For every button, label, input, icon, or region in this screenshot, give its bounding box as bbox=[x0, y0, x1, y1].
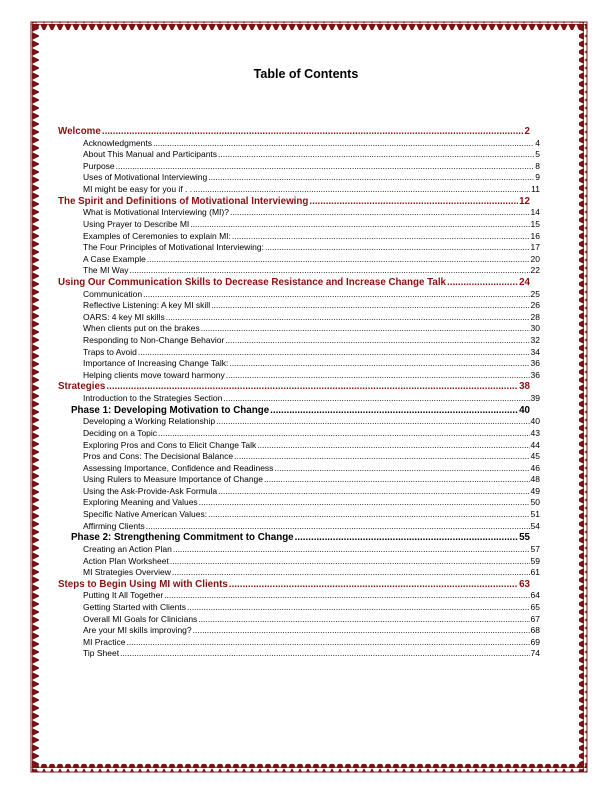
toc-leader-dots bbox=[116, 161, 535, 173]
toc-entry-title: OARS: 4 key MI skills bbox=[83, 311, 165, 322]
toc-entry-page-number: 55 bbox=[519, 532, 530, 544]
toc-leader-dots bbox=[295, 532, 518, 544]
toc-entry[interactable] bbox=[58, 521, 540, 533]
toc-entry-page-number: 45 bbox=[530, 451, 540, 462]
toc-entry-title: Helping clients move toward harmony bbox=[83, 369, 225, 380]
toc-leader-dots bbox=[232, 231, 530, 243]
toc-entry[interactable] bbox=[58, 440, 540, 452]
toc-entry-title: Importance of Increasing Change Talk: bbox=[83, 358, 229, 369]
toc-entry[interactable] bbox=[58, 474, 540, 486]
toc-entry-page-number: 65 bbox=[530, 602, 540, 612]
toc-entry-title: Using the Ask-Provide-Ask Formula bbox=[83, 485, 218, 496]
toc-leader-dots bbox=[226, 370, 530, 382]
toc-entry-title: MI might be easy for you if . . bbox=[83, 184, 193, 195]
toc-section-heading[interactable] bbox=[58, 381, 530, 393]
toc-entry-title: Responding to Non-Change Behavior bbox=[83, 334, 225, 345]
toc-entry-title: Welcome bbox=[58, 126, 101, 137]
toc-entry[interactable] bbox=[58, 625, 540, 637]
toc-entry-page-number: 64 bbox=[530, 590, 540, 601]
toc-entry-page-number: 51 bbox=[530, 509, 540, 520]
toc-entry-page-number: 2 bbox=[524, 126, 530, 137]
toc-entry[interactable] bbox=[58, 648, 540, 660]
toc-entry[interactable] bbox=[58, 207, 540, 219]
toc-entry-title: Introduction to the Strategies Section bbox=[83, 393, 223, 404]
toc-leader-dots bbox=[146, 521, 530, 533]
toc-entry-page-number: 40 bbox=[519, 404, 530, 416]
toc-leader-dots bbox=[147, 254, 530, 266]
toc-leader-dots bbox=[229, 579, 518, 591]
toc-leader-dots bbox=[225, 335, 529, 347]
toc-leader-dots bbox=[173, 544, 530, 556]
toc-entry-title: When clients put on the brakes bbox=[83, 323, 200, 334]
toc-entry-page-number: 38 bbox=[519, 381, 530, 393]
toc-leader-dots bbox=[216, 416, 529, 428]
toc-leader-dots bbox=[208, 172, 534, 184]
toc-section-heading[interactable] bbox=[58, 532, 530, 544]
toc-entry[interactable] bbox=[58, 254, 540, 266]
toc-entry-page-number: 69 bbox=[530, 636, 540, 647]
toc-entry-page-number: 44 bbox=[530, 439, 540, 450]
toc-leader-dots bbox=[102, 126, 524, 138]
toc-entry-page-number: 61 bbox=[530, 567, 540, 578]
toc-entry-page-number: 5 bbox=[535, 149, 540, 160]
toc-entry-page-number: 16 bbox=[530, 230, 540, 241]
toc-entry-page-number: 74 bbox=[530, 648, 540, 659]
toc-entry-title: Reflective Listening: A key MI skill bbox=[83, 300, 211, 311]
toc-entry-page-number: 43 bbox=[530, 427, 540, 438]
toc-leader-dots bbox=[120, 648, 529, 660]
toc-leader-dots bbox=[143, 289, 529, 301]
toc-entry-page-number: 57 bbox=[530, 543, 540, 554]
toc-entry[interactable] bbox=[58, 590, 540, 602]
toc-entry-title: Assessing Importance, Confidence and Readiness bbox=[83, 462, 274, 473]
toc-entry[interactable] bbox=[58, 231, 540, 243]
table-of-contents bbox=[58, 126, 540, 660]
toc-entry-title: Phase 1: Developing Motivation to Change bbox=[71, 404, 270, 416]
toc-leader-dots bbox=[270, 405, 518, 417]
toc-entry[interactable] bbox=[58, 614, 540, 626]
toc-entry[interactable] bbox=[58, 451, 540, 463]
toc-leader-dots bbox=[230, 207, 530, 219]
toc-leader-dots bbox=[172, 567, 530, 579]
toc-entry-title: Putting It All Together bbox=[83, 590, 164, 601]
toc-entry-title: Using Prayer to Describe MI bbox=[83, 218, 190, 229]
toc-section-heading[interactable] bbox=[58, 277, 530, 289]
toc-leader-dots bbox=[218, 149, 534, 161]
toc-entry-title: Strategies bbox=[58, 381, 106, 393]
toc-entry-page-number: 48 bbox=[530, 474, 540, 485]
toc-entry[interactable] bbox=[58, 486, 540, 498]
toc-entry-title: The Spirit and Definitions of Motivational Interviewing bbox=[58, 195, 309, 207]
toc-entry-page-number: 36 bbox=[530, 369, 540, 380]
toc-entry[interactable] bbox=[58, 463, 540, 475]
toc-entry-page-number: 17 bbox=[530, 242, 540, 253]
toc-entry-title: MI Strategies Overview bbox=[83, 567, 171, 578]
toc-leader-dots bbox=[234, 451, 529, 463]
toc-entry-page-number: 54 bbox=[530, 520, 540, 531]
toc-entry-title: Acknowledgments bbox=[83, 137, 152, 148]
toc-entry[interactable] bbox=[58, 242, 540, 254]
toc-entry-title: MI Practice bbox=[83, 636, 126, 647]
toc-entry-page-number: 39 bbox=[530, 393, 540, 404]
toc-entry-title: Overall MI Goals for Clinicians bbox=[83, 613, 198, 624]
toc-entry-page-number: 26 bbox=[530, 300, 540, 311]
toc-leader-dots bbox=[257, 440, 529, 452]
toc-leader-dots bbox=[193, 625, 530, 637]
toc-entry-page-number: 12 bbox=[519, 195, 530, 207]
toc-entry-page-number: 20 bbox=[530, 253, 540, 264]
toc-entry-title: Traps to Avoid bbox=[83, 346, 137, 357]
toc-leader-dots bbox=[265, 242, 530, 254]
toc-entry-page-number: 68 bbox=[530, 625, 540, 636]
toc-leader-dots bbox=[153, 138, 534, 150]
toc-leader-dots bbox=[170, 556, 530, 568]
toc-leader-dots bbox=[187, 602, 530, 614]
toc-entry[interactable] bbox=[58, 544, 540, 556]
toc-entry-title: A Case Example bbox=[83, 253, 146, 264]
toc-entry[interactable] bbox=[58, 219, 540, 231]
page-title: Table of Contents bbox=[253, 67, 359, 81]
toc-entry[interactable] bbox=[58, 312, 540, 324]
toc-entry-page-number: 11 bbox=[531, 184, 540, 195]
toc-entry-title: What is Motivational Interviewing (MI)? bbox=[83, 207, 229, 218]
toc-entry[interactable] bbox=[58, 138, 540, 150]
toc-entry-page-number: 67 bbox=[530, 613, 540, 624]
toc-entry-page-number: 49 bbox=[530, 485, 540, 496]
toc-entry[interactable] bbox=[58, 416, 540, 428]
toc-entry-page-number: 30 bbox=[530, 323, 540, 334]
toc-entry-page-number: 63 bbox=[519, 578, 530, 590]
toc-entry[interactable] bbox=[58, 347, 540, 359]
toc-entry-title: Uses of Motivational Interviewing bbox=[83, 172, 208, 183]
toc-leader-dots bbox=[274, 463, 529, 475]
toc-entry-title: Exploring Pros and Cons to Elicit Change Talk bbox=[83, 439, 257, 450]
toc-leader-dots bbox=[208, 509, 529, 521]
toc-entry-title: Exploring Meaning and Values bbox=[83, 497, 198, 508]
toc-entry-title: Deciding on a Topic bbox=[83, 427, 158, 438]
toc-entry-title: Are your MI skills improving? bbox=[83, 625, 192, 636]
toc-entry[interactable] bbox=[58, 428, 540, 440]
toc-entry-page-number: 15 bbox=[530, 218, 540, 229]
toc-entry[interactable] bbox=[58, 161, 540, 173]
toc-entry-title: Purpose bbox=[83, 160, 115, 171]
toc-entry-page-number: 59 bbox=[530, 555, 540, 566]
toc-entry[interactable] bbox=[58, 335, 540, 347]
toc-entry[interactable] bbox=[58, 172, 540, 184]
toc-entry-title: Pros and Cons: The Decisional Balance bbox=[83, 451, 234, 462]
toc-entry[interactable] bbox=[58, 393, 540, 405]
toc-entry[interactable] bbox=[58, 556, 540, 568]
toc-entry-title: Action Plan Worksheet bbox=[83, 555, 169, 566]
toc-entry-title: Steps to Begin Using MI with Clients bbox=[58, 578, 228, 590]
toc-entry-page-number: 32 bbox=[530, 334, 540, 345]
toc-entry-title: The MI Way bbox=[83, 265, 129, 276]
toc-entry[interactable] bbox=[58, 149, 540, 161]
toc-leader-dots bbox=[447, 277, 518, 289]
toc-entry-page-number: 24 bbox=[519, 276, 530, 288]
toc-leader-dots bbox=[130, 265, 530, 277]
toc-leader-dots bbox=[127, 637, 530, 649]
toc-leader-dots bbox=[166, 312, 530, 324]
toc-entry-page-number: 40 bbox=[530, 416, 540, 427]
toc-section-heading[interactable] bbox=[58, 196, 530, 208]
toc-entry-page-number: 34 bbox=[530, 346, 540, 357]
toc-entry[interactable] bbox=[58, 370, 540, 382]
toc-entry-page-number: 28 bbox=[530, 311, 540, 322]
toc-leader-dots bbox=[190, 219, 529, 231]
toc-leader-dots bbox=[193, 184, 530, 196]
toc-leader-dots bbox=[229, 358, 529, 370]
toc-entry-page-number: 36 bbox=[530, 358, 540, 369]
toc-entry-title: Developing a Working Relationship bbox=[83, 416, 216, 427]
toc-leader-dots bbox=[309, 196, 518, 208]
toc-entry-page-number: 22 bbox=[530, 265, 540, 276]
toc-leader-dots bbox=[264, 474, 530, 486]
toc-entry[interactable] bbox=[58, 602, 540, 614]
toc-entry-title: Using Rulers to Measure Importance of Change bbox=[83, 474, 264, 485]
toc-entry[interactable] bbox=[58, 265, 540, 277]
toc-entry-title: Creating an Action Plan bbox=[83, 543, 172, 554]
toc-entry[interactable] bbox=[58, 509, 540, 521]
toc-leader-dots bbox=[198, 614, 529, 626]
toc-entry[interactable] bbox=[58, 637, 540, 649]
toc-entry-page-number: 4 bbox=[535, 137, 540, 148]
toc-leader-dots bbox=[158, 428, 530, 440]
toc-entry[interactable] bbox=[58, 300, 540, 312]
toc-entry[interactable] bbox=[58, 289, 540, 301]
toc-entry-title: Getting Started with Clients bbox=[83, 602, 186, 612]
toc-entry-title: Affirming Clients bbox=[83, 520, 145, 531]
toc-section-heading[interactable] bbox=[58, 126, 530, 138]
toc-entry[interactable] bbox=[58, 323, 540, 335]
toc-leader-dots bbox=[164, 590, 529, 602]
toc-entry[interactable] bbox=[58, 358, 540, 370]
toc-entry[interactable] bbox=[58, 497, 540, 509]
toc-section-heading[interactable] bbox=[58, 405, 530, 417]
toc-entry-title: Phase 2: Strengthening Commitment to Change bbox=[71, 532, 294, 544]
toc-entry-title: Examples of Ceremonies to explain MI: bbox=[83, 230, 231, 241]
toc-entry-title: About This Manual and Participants bbox=[83, 149, 218, 160]
toc-leader-dots bbox=[138, 347, 530, 359]
toc-entry-title: Specific Native American Values: bbox=[83, 509, 208, 520]
toc-entry-title: Using Our Communication Skills to Decrease Resistance and Increase Change Talk bbox=[58, 276, 447, 288]
toc-leader-dots bbox=[201, 323, 530, 335]
toc-entry-page-number: 9 bbox=[535, 172, 540, 183]
toc-entry-page-number: 14 bbox=[530, 207, 540, 218]
toc-entry-page-number: 25 bbox=[530, 288, 540, 299]
toc-entry[interactable] bbox=[58, 184, 540, 196]
toc-entry-title: Tip Sheet bbox=[83, 648, 120, 659]
toc-entry-page-number: 8 bbox=[535, 160, 540, 171]
toc-entry-page-number: 50 bbox=[530, 497, 540, 508]
toc-leader-dots bbox=[199, 497, 530, 509]
toc-entry-title: Communication bbox=[83, 288, 143, 299]
toc-section-heading[interactable] bbox=[58, 579, 530, 591]
toc-leader-dots bbox=[211, 300, 529, 312]
toc-leader-dots bbox=[223, 393, 529, 405]
toc-entry-page-number: 46 bbox=[530, 462, 540, 473]
toc-entry-title: The Four Principles of Motivational Interviewing: bbox=[83, 242, 264, 253]
toc-leader-dots bbox=[106, 381, 518, 393]
toc-entry[interactable] bbox=[58, 567, 540, 579]
toc-leader-dots bbox=[218, 486, 529, 498]
